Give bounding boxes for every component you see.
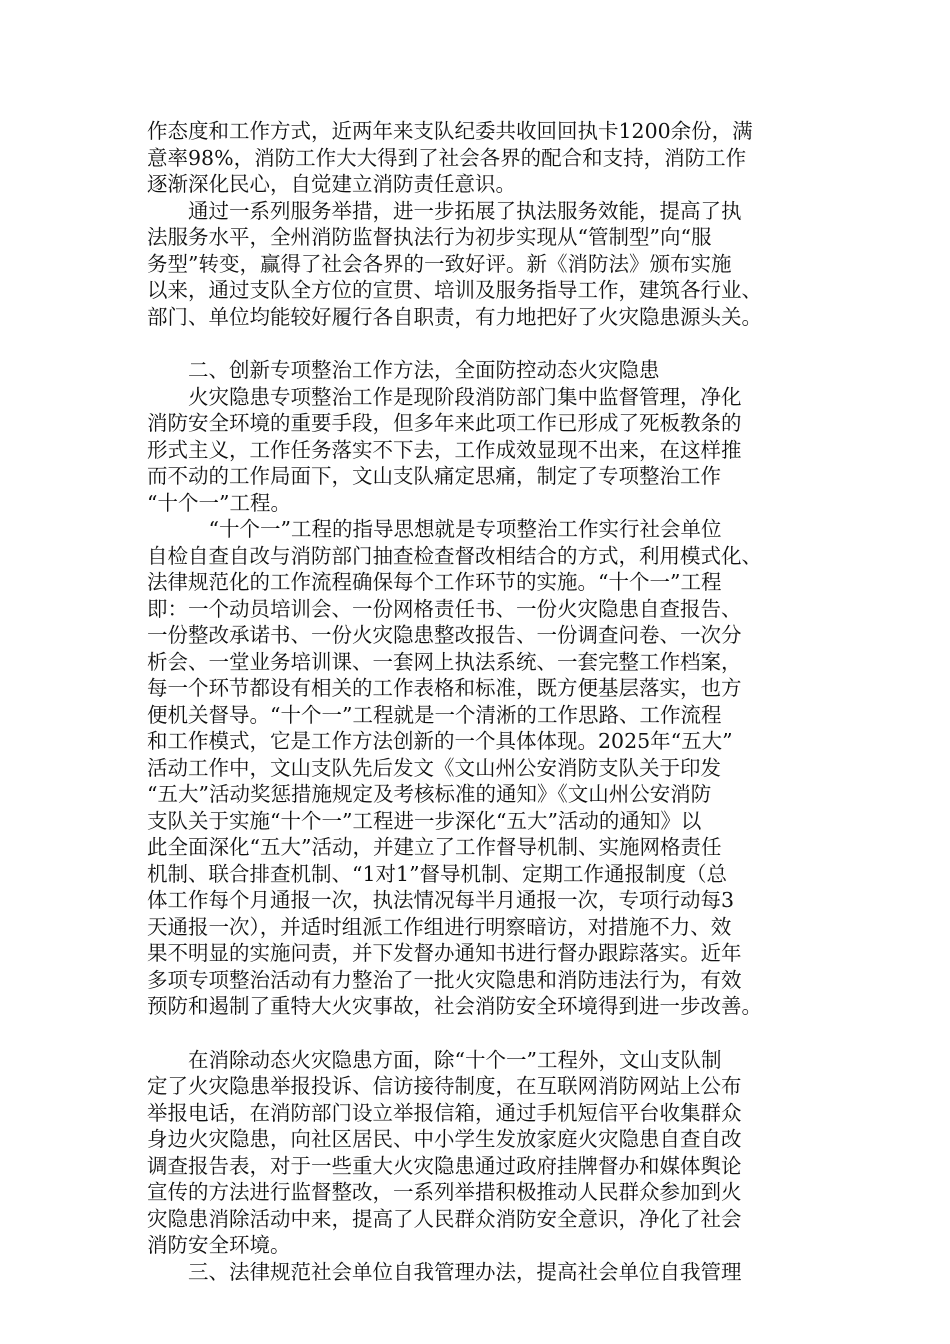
text-line: 部门、单位均能较好履行各自职责，有力地把好了火灾隐患源头关。 — [147, 304, 762, 329]
text-line: 天通报一次），并适时组派工作组进行明察暗访，对措施不力、效 — [147, 914, 732, 939]
text-line: 作态度和工作方式，近两年来支队纪委共收回回执卡1200余份，满 — [147, 119, 753, 143]
text-line: 和工作模式，它是工作方法创新的一个具体体现。2025年“五大” — [147, 729, 733, 753]
text-line: 通过一系列服务举措，进一步拓展了执法服务效能，提高了执 — [147, 198, 742, 223]
text-line: 支队关于实施“十个一”工程进一步深化“五大”活动的通知》以 — [147, 808, 702, 833]
text-line: 宣传的方法进行监督整改，一系列举措积极推动人民群众参加到火 — [147, 1180, 742, 1204]
text-line: 即：一个动员培训会、一份网格责任书、一份火灾隐患自查报告、 — [147, 596, 742, 621]
text-line: 消防安全环境的重要手段，但多年来此项工作已形成了死板教条的 — [147, 411, 742, 435]
text-line: “十个一”工程的指导思想就是专项整治工作实行社会单位 — [147, 517, 722, 541]
text-line: 形式主义，工作任务落实不下去，工作成效显现不出来，在这样推 — [147, 437, 742, 462]
text-line: 务型”转变，赢得了社会各界的一致好评。新《消防法》颁布实施 — [147, 251, 732, 276]
document-page — [147, 118, 805, 1285]
text-line: “十个一”工程。 — [147, 490, 291, 515]
text-line: “五大”活动奖惩措施规定及考核标准的通知》《文山州公安消防 — [147, 782, 712, 806]
paragraph-dynamic-hazards — [147, 1047, 805, 1259]
text-line: 灾隐患消除活动中来，提高了人民群众消防安全意识，净化了社会 — [147, 1206, 742, 1231]
text-line: 逐渐深化民心，自觉建立消防责任意识。 — [147, 172, 516, 196]
text-line: 而不动的工作局面下，文山支队痛定思痛，制定了专项整治工作 — [147, 464, 721, 488]
text-line: 多项专项整治活动有力整治了一批火灾隐患和消防违法行为，有效 — [147, 967, 742, 992]
paragraph-special-rectification — [147, 384, 805, 517]
text-line: 一份整改承诺书、一份火灾隐患整改报告、一份调查问卷、一次分 — [147, 623, 742, 647]
heading-line: 二、创新专项整治工作方法，全面防控动态火灾隐患 — [147, 358, 660, 382]
text-line: 消防安全环境。 — [147, 1233, 291, 1257]
text-line: 法律规范化的工作流程确保每个工作环节的实施。“十个一”工程 — [147, 570, 722, 594]
paragraph-ten-ones-project — [147, 516, 805, 1020]
text-line: 定了火灾隐患举报投诉、信访接待制度，在互联网消防网站上公布 — [147, 1074, 742, 1098]
text-line: 体工作每个月通报一次，执法情况每半月通报一次，专项行动每3 — [147, 888, 735, 912]
paragraph-spacer — [147, 330, 805, 357]
section-heading-3 — [147, 1259, 805, 1286]
text-line: 以来，通过支队全方位的宣贯、培训及服务指导工作，建筑各行业、 — [147, 278, 762, 302]
text-line: 每一个环节都设有相关的工作表格和标准，既方便基层落实，也方 — [147, 676, 742, 700]
text-line: 析会、一堂业务培训课、一套网上执法系统、一套完整工作档案， — [147, 649, 742, 674]
text-line: 意率98%，消防工作大大得到了社会各界的配合和支持，消防工作 — [147, 145, 747, 170]
paragraph-spacer — [147, 1020, 805, 1047]
text-line: 预防和遏制了重特大火灾事故，社会消防安全环境得到进一步改善。 — [147, 994, 762, 1018]
text-line: 火灾隐患专项整治工作是现阶段消防部门集中监督管理，净化 — [147, 384, 742, 409]
text-line: 自检自查自改与消防部门抽查检查督改相结合的方式，利用模式化、 — [147, 543, 762, 568]
text-line: 身边火灾隐患，向社区居民、中小学生发放家庭火灾隐患自查自改 — [147, 1127, 742, 1151]
text-line: 果不明显的实施问责，并下发督办通知书进行督办跟踪落实。近年 — [147, 941, 742, 965]
text-line: 机制、联合排查机制、“1对1”督导机制、定期工作通报制度（总 — [147, 861, 728, 886]
paragraph-continuation — [147, 118, 805, 198]
text-line: 在消除动态火灾隐患方面，除“十个一”工程外，文山支队制 — [147, 1047, 722, 1072]
text-line: 法服务水平，全州消防监督执法行为初步实现从“管制型”向“服 — [147, 225, 712, 249]
heading-line: 三、法律规范社会单位自我管理办法，提高社会单位自我管理 — [147, 1259, 742, 1284]
text-line: 此全面深化“五大”活动，并建立了工作督导机制、实施网格责任 — [147, 835, 722, 859]
paragraph-service-effect — [147, 198, 805, 331]
text-line: 活动工作中，文山支队先后发文《文山州公安消防支队关于印发 — [147, 755, 721, 780]
text-line: 便机关督导。“十个一”工程就是一个清淅的工作思路、工作流程 — [147, 702, 722, 727]
text-line: 调查报告表，对于一些重大火灾隐患通过政府挂牌督办和媒体舆论 — [147, 1153, 742, 1178]
section-heading-2 — [147, 357, 805, 384]
text-line: 举报电话，在消防部门设立举报信箱，通过手机短信平台收集群众 — [147, 1100, 742, 1125]
